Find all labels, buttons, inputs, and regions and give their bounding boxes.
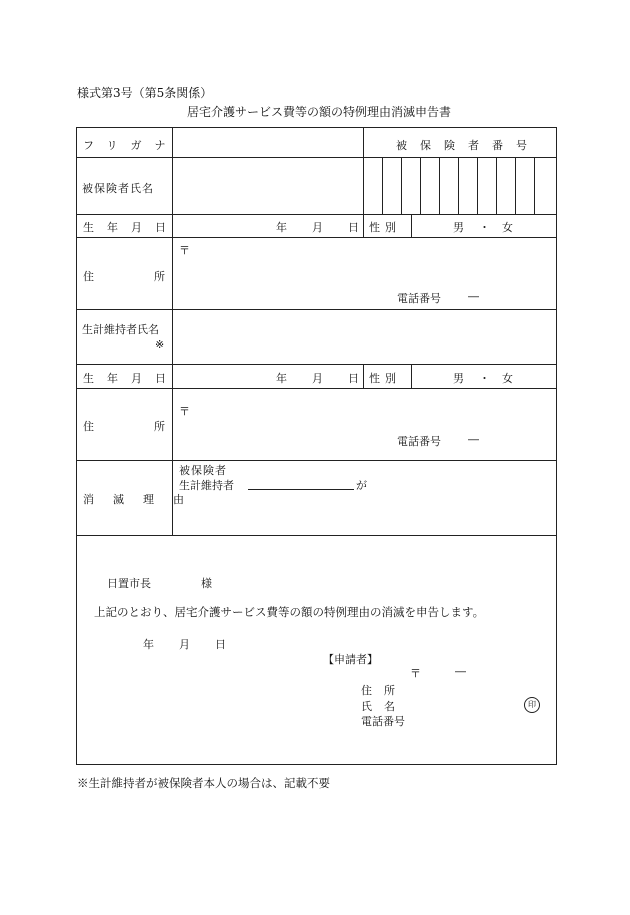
applicant-postal-dash: ―	[455, 665, 466, 678]
declaration-month: 月	[179, 638, 190, 651]
insured-phone-label: 電話番号	[397, 292, 441, 305]
insured-sex-female[interactable]: 女	[502, 221, 513, 234]
applicant-phone-label: 電話番号	[361, 715, 405, 728]
householder-birth-month: 月	[312, 372, 323, 385]
insured-sex-male[interactable]: 男	[453, 221, 464, 234]
insured-number-label: 被保険者番号	[396, 139, 540, 152]
householder-sex-separator: ・	[479, 372, 490, 385]
reason-label: 消滅理由	[83, 493, 203, 506]
insured-address-label: 住所	[83, 270, 225, 283]
insured-birth-month: 月	[312, 221, 323, 234]
applicant-header: 【申請者】	[323, 653, 378, 666]
householder-birth-label: 生年月日	[83, 372, 179, 385]
insured-number-field[interactable]	[364, 158, 556, 214]
householder-address-label: 住所	[83, 420, 225, 433]
form-title: 居宅介護サービス費等の額の特例理由消滅申告書	[187, 105, 452, 119]
insured-birth-label: 生年月日	[83, 221, 179, 234]
householder-name-label: 生計維持者氏名	[82, 323, 159, 336]
insured-birth-day: 日	[348, 221, 359, 234]
furigana-field[interactable]	[173, 128, 363, 157]
applicant-name-label: 氏名	[361, 700, 407, 713]
householder-name-note: ※	[155, 338, 165, 351]
applicant-postal-mark: 〒	[410, 667, 421, 680]
insured-sex-label: 性別	[369, 221, 401, 234]
reason-option-householder[interactable]: 生計維持者	[179, 479, 234, 492]
reason-option-insured[interactable]: 被保険者	[179, 464, 227, 477]
householder-postal-mark: 〒	[179, 405, 190, 418]
householder-sex-male[interactable]: 男	[453, 372, 464, 385]
householder-birth-year: 年	[276, 372, 287, 385]
householder-phone-dash: ―	[468, 433, 479, 446]
seal-icon: 印	[524, 697, 540, 713]
declaration-year: 年	[143, 638, 154, 651]
furigana-label: フリガナ	[83, 139, 179, 152]
insured-address-field[interactable]	[173, 238, 556, 309]
householder-sex-label: 性別	[369, 372, 401, 385]
householder-sex-female[interactable]: 女	[502, 372, 513, 385]
addressee-honorific: 様	[201, 577, 212, 590]
reason-underline	[248, 489, 354, 490]
insured-phone-dash: ―	[468, 290, 479, 303]
insured-name-label: 被保険者氏名	[82, 182, 154, 195]
declaration-statement: 上記のとおり、居宅介護サービス費等の額の特例理由の消滅を申告します。	[94, 605, 485, 619]
insured-sex-separator: ・	[479, 221, 490, 234]
insured-postal-mark: 〒	[179, 244, 190, 257]
declaration-day: 日	[215, 638, 226, 651]
applicant-address-label: 住所	[361, 684, 407, 697]
footnote: ※生計維持者が被保険者本人の場合は、記載不要	[77, 776, 330, 790]
addressee: 日置市長	[107, 577, 151, 590]
form-number: 様式第3号（第5条関係）	[77, 86, 213, 100]
insured-birth-year: 年	[276, 221, 287, 234]
householder-birth-day: 日	[348, 372, 359, 385]
insured-name-field[interactable]	[173, 158, 363, 214]
householder-phone-label: 電話番号	[397, 435, 441, 448]
householder-name-field[interactable]	[173, 310, 556, 364]
householder-address-field[interactable]	[173, 389, 556, 460]
reason-suffix: が	[356, 479, 367, 492]
